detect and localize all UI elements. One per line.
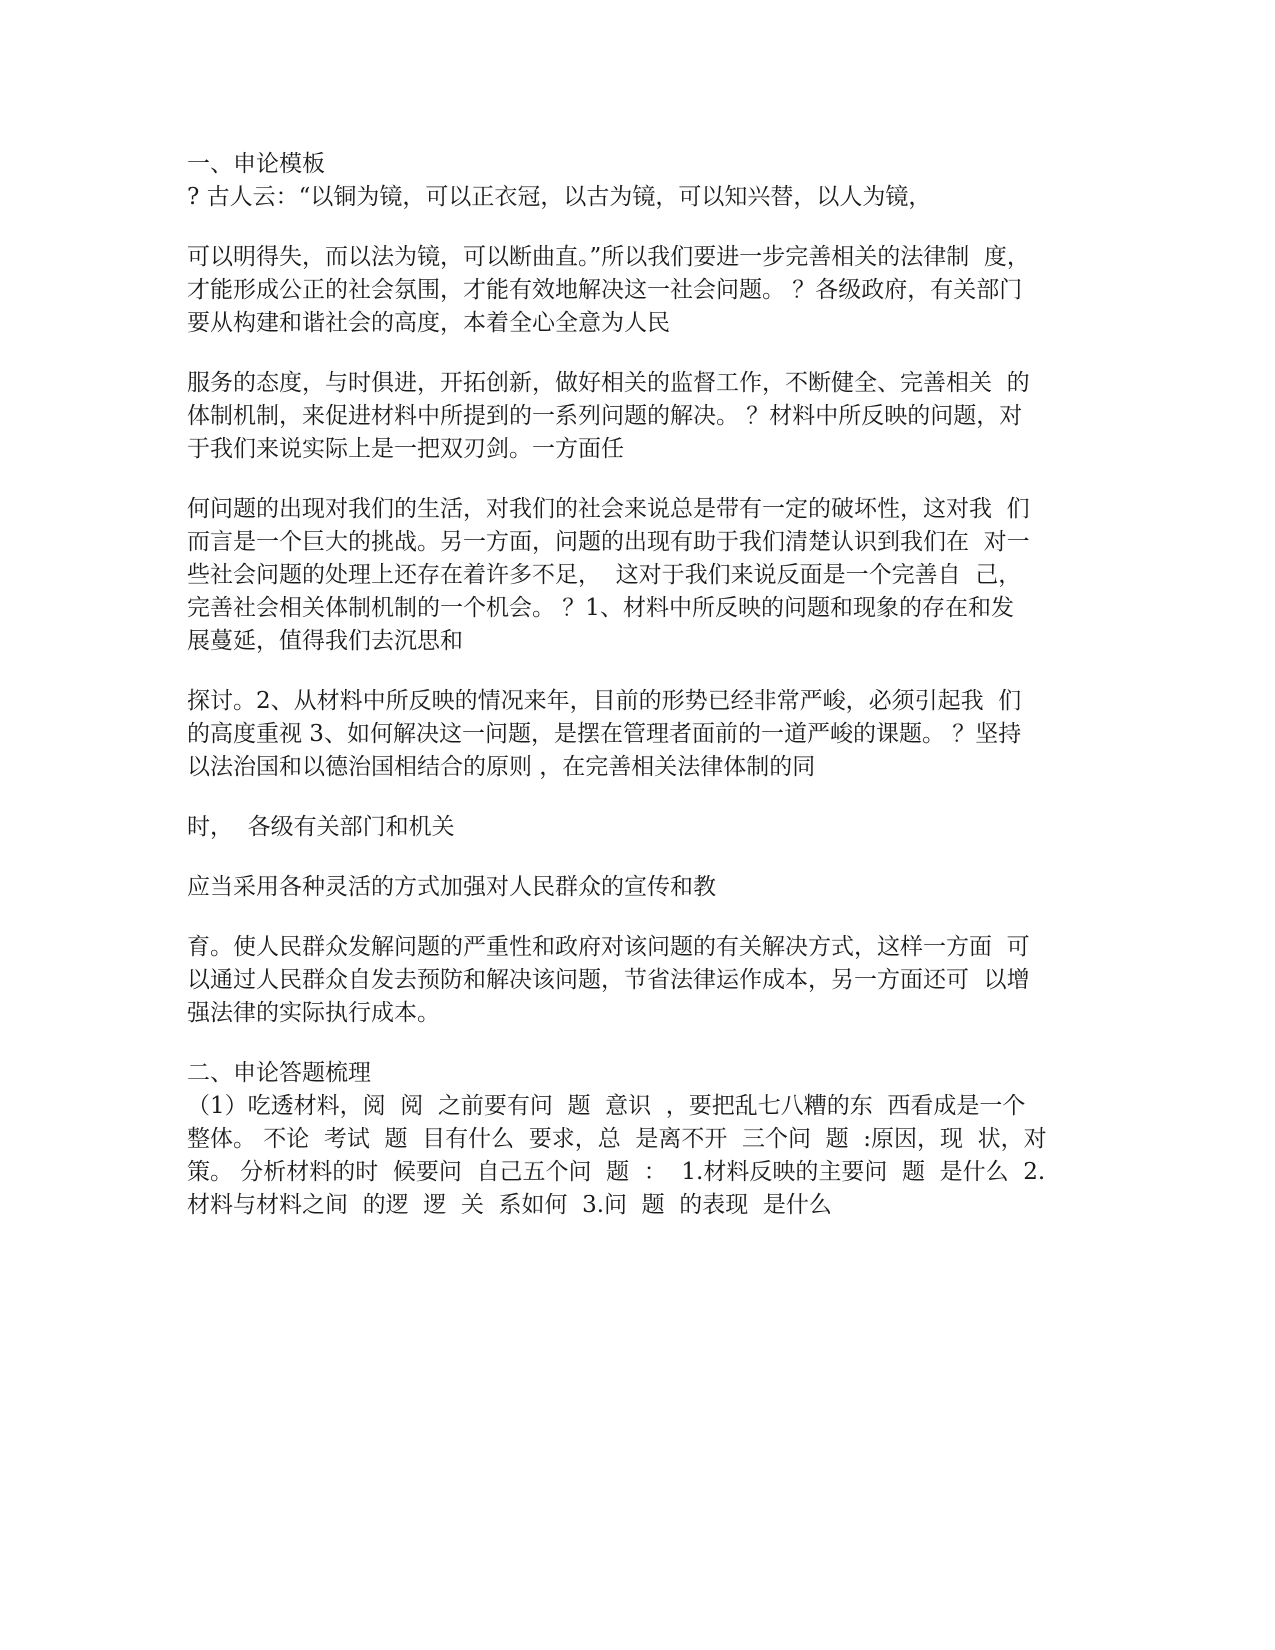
paragraph-7 xyxy=(187,871,1107,904)
paragraph-line: 展蔓延，值得我们去沉思和 xyxy=(187,628,463,654)
paragraph-line: 育。使人民群众发解问题的严重性和政府对该问题的有关解决方式，这样一方面 可 xyxy=(187,934,1030,960)
paragraph-line: 以法治国和以德治国相结合的原则 ，在完善相关法律体制的同 xyxy=(187,754,816,780)
paragraph-line: 探讨。2、从材料中所反映的情况来年，目前的形势已经非常严峻，必须引起我 们 xyxy=(187,688,1022,714)
paragraph-line: 而言是一个巨大的挑战。另一方面，问题的出现有助于我们清楚认识到我们在 对一 xyxy=(187,529,1030,555)
paragraph-line: ? 古人云：“以铜为镜，可以正衣冠，以古为镜，可以知兴替，以人为镜， xyxy=(187,184,932,210)
paragraph-line: 时， 各级有关部门和机关 xyxy=(187,814,455,840)
paragraph-line: 以通过人民群众自发去预防和解决该问题，节省法律运作成本，另一方面还可 以增 xyxy=(187,967,1030,993)
paragraph-line: 体制机制，来促进材料中所提到的一系列问题的解决。 ？材料中所反映的问题，对 xyxy=(187,403,1023,429)
paragraph-line: 可以明得失，而以法为镜，可以断曲直。”所以我们要进一步完善相关的法律制 度， xyxy=(187,244,1030,270)
paragraph-line: 强法律的实际执行成本。 xyxy=(187,1000,440,1026)
paragraph-3 xyxy=(187,367,1107,466)
paragraph-line: 才能形成公正的社会氛围，才能有效地解决这一社会问题。 ？各级政府，有关部门 xyxy=(187,277,1023,303)
paragraph-line: 于我们来说实际上是一把双刃剑。一方面任 xyxy=(187,436,624,462)
paragraph-8 xyxy=(187,931,1107,1030)
paragraph-6 xyxy=(187,811,1107,844)
paragraph-line: 何问题的出现对我们的生活，对我们的社会来说总是带有一定的破坏性，这对我 们 xyxy=(187,496,1030,522)
paragraph-4 xyxy=(187,493,1107,658)
paragraph-line: 服务的态度，与时俱进，开拓创新，做好相关的监督工作，不断健全、完善相关 的 xyxy=(187,370,1030,396)
paragraph-5 xyxy=(187,685,1107,784)
paragraph-line: 完善社会相关体制机制的一个机会。 ？1、材料中所反映的问题和现象的存在和发 xyxy=(187,595,1014,621)
paragraph-line: 整体。 不论 考试 题 目有什么 要求，总 是离不开 三个问 题 :原因，现 状，对 xyxy=(187,1126,1047,1152)
document-page xyxy=(187,148,1107,1222)
paragraph-9 xyxy=(187,1090,1107,1222)
paragraph-line: （1）吃透材料，阅 阅 之前要有问 题 意识 ，要把乱七八糟的东 西看成是一个 xyxy=(187,1093,1026,1119)
paragraph-line: 些社会问题的处理上还存在着许多不足， 这对于我们来说反面是一个完善自 己， xyxy=(187,562,1022,588)
paragraph-line: 策。 分析材料的时 候要问 自己五个问 题 ： 1.材料反映的主要问 题 是什么 2. xyxy=(187,1159,1046,1185)
section-title-2: 二、申论答题梳理 xyxy=(187,1060,371,1086)
paragraph-line: 应当采用各种灵活的方式加强对人民群众的宣传和教 xyxy=(187,874,716,900)
paragraph-line: 材料与材料之间 的逻 逻 关 系如何 3.问 题 的表现 是什么 xyxy=(187,1192,832,1218)
paragraph-line: 要从构建和谐社会的高度，本着全心全意为人民 xyxy=(187,310,670,336)
paragraph-2 xyxy=(187,241,1107,340)
section-title-1: 一、申论模板 xyxy=(187,151,325,177)
paragraph-line: 的高度重视 3、如何解决这一问题，是摆在管理者面前的一道严峻的课题。 ？坚持 xyxy=(187,721,1022,747)
paragraph-1 xyxy=(187,181,1107,214)
